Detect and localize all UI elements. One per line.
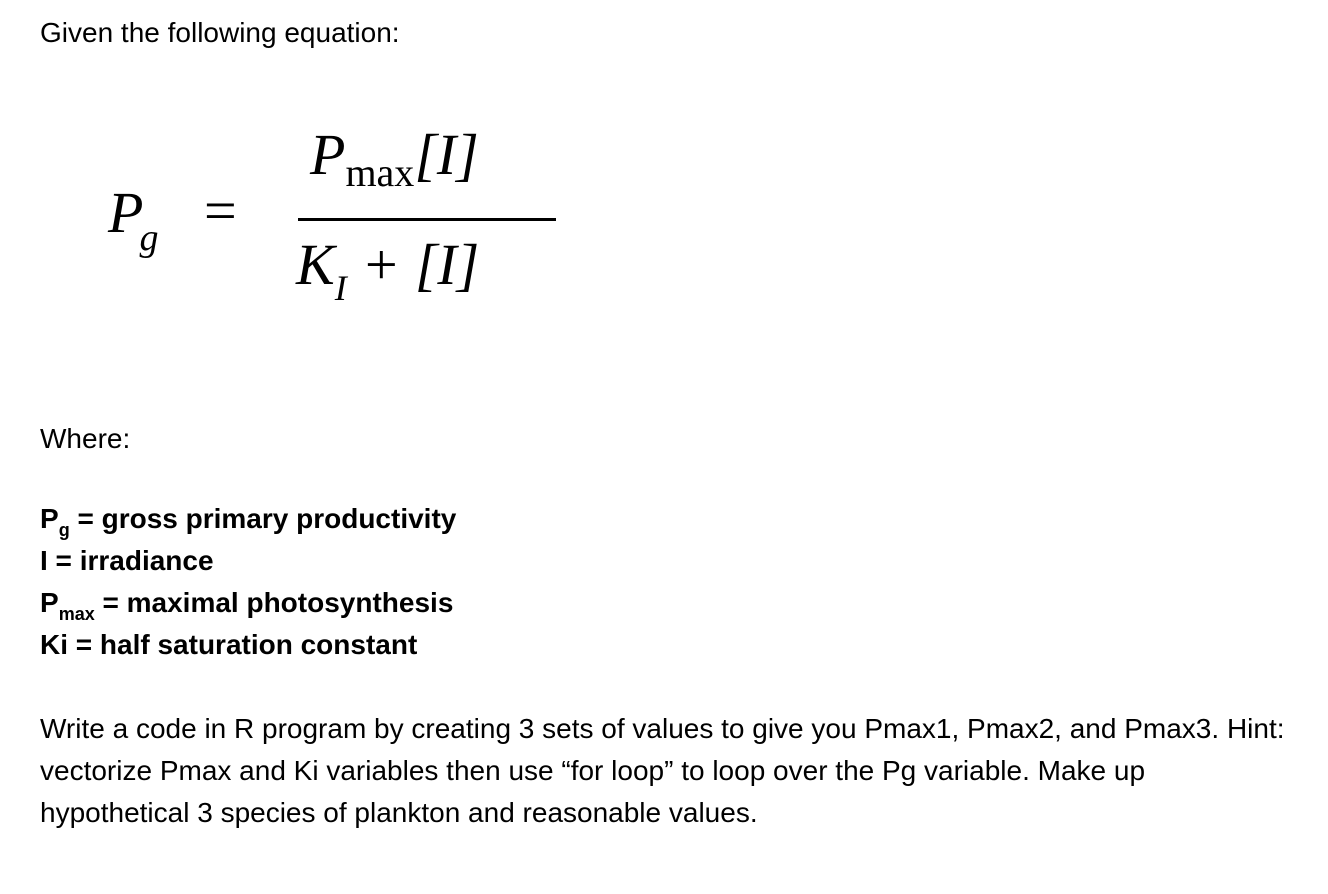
fraction-bar	[298, 218, 556, 221]
numerator-bracket: [I]	[414, 122, 479, 187]
numerator-subscript: max	[345, 150, 415, 195]
equation-image	[100, 120, 580, 320]
definition-symbol: $P_g$	[40, 503, 70, 540]
definition-item	[40, 500, 456, 542]
equals-sign: =	[204, 178, 237, 243]
definition-symbol: $P_{max}$	[40, 587, 95, 624]
definition-text: = gross primary productivity	[69, 503, 457, 534]
denominator-symbol: K	[296, 232, 335, 297]
definition-text: = half saturation constant	[68, 629, 418, 660]
denominator-rest: + [I]	[346, 232, 480, 297]
definition-symbol: Ki	[40, 629, 68, 660]
definition-item	[40, 626, 456, 668]
definitions-list	[40, 500, 456, 668]
equation-numerator	[310, 122, 479, 195]
task-instructions: Write a code in R program by creating 3 sets of values to give you Pmax1, Pmax2, and Pmax3. Hint: vectorize Pmax and Ki variables then use “for loop” to loop over the Pg variable. Make up hypothetical 3 species of plankton and reasonable values.	[40, 713, 1285, 828]
where-label: Where:	[40, 423, 131, 454]
definition-item	[40, 542, 456, 584]
definition-text: = irradiance	[47, 545, 214, 576]
definition-text: = maximal photosynthesis	[94, 587, 454, 618]
denominator-subscript: I	[334, 268, 347, 308]
lhs-subscript: g	[139, 217, 159, 259]
definition-item	[40, 584, 456, 626]
equation-denominator	[296, 232, 480, 308]
lhs-symbol: P	[108, 180, 144, 245]
definition-symbol: I	[40, 545, 48, 576]
numerator-symbol: P	[310, 122, 346, 187]
equation-lhs	[108, 180, 162, 259]
intro-text: Given the following equation:	[40, 17, 400, 48]
